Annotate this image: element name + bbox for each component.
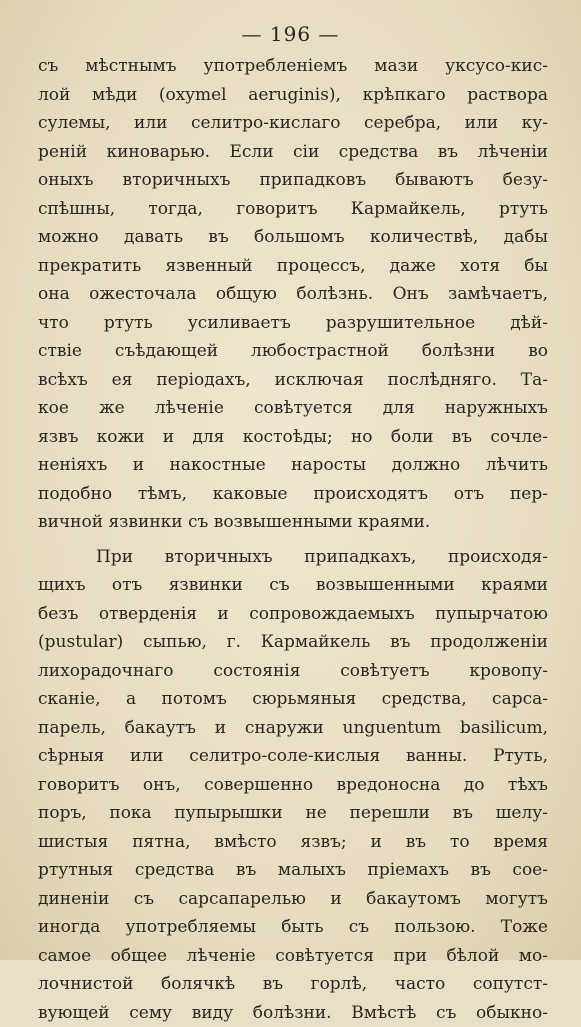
text-line: ствіе съѣдающей любострастной болѣзни во — [38, 337, 548, 366]
text-line: При вторичныхъ припадкахъ, происходя- — [38, 543, 548, 572]
paragraph-2 — [38, 543, 548, 1027]
text-line: подобно тѣмъ, каковые происходятъ отъ пер- — [38, 480, 548, 509]
text-line: диненіи съ сарсапарелью и бакаутомъ могутъ — [38, 885, 548, 914]
page-number: — 196 — — [0, 22, 581, 46]
text-line: можно давать въ большомъ количествѣ, дабы — [38, 223, 548, 252]
text-line: вующей сему виду болѣзни. Вмѣстѣ съ обыкно- — [38, 999, 548, 1027]
text-line: сканіе, а потомъ сюрьмяныя средства, сарса- — [38, 685, 548, 714]
text-line: парель, бакаутъ и снаружи unguentum basilicum, — [38, 714, 548, 743]
body-text — [38, 52, 548, 1027]
text-line: ртутныя средства въ малыхъ пріемахъ въ сое- — [38, 856, 548, 885]
text-line: оныхъ вторичныхъ припадковъ бываютъ безу- — [38, 166, 548, 195]
text-line: кое же лѣченіе совѣтуется для наружныхъ — [38, 394, 548, 423]
text-line: вичной язвинки съ возвышенными краями. — [38, 508, 548, 537]
text-line: шистыя пятна, вмѣсто язвъ; и въ то время — [38, 828, 548, 857]
text-line: безъ отверденія и сопровождаемыхъ пупырчатою — [38, 600, 548, 629]
text-line: сѣрныя или селитро-соле-кислыя ванны. Ртуть, — [38, 742, 548, 771]
text-line: лой мѣди (oxymel aeruginis), крѣпкаго раствора — [38, 81, 548, 110]
text-line: она ожесточала общую болѣзнь. Онъ замѣчаетъ, — [38, 280, 548, 309]
text-line: самое общее лѣченіе совѣтуется при бѣлой мо- — [38, 942, 548, 971]
text-line: что ртуть усиливаетъ разрушительное дѣй- — [38, 309, 548, 338]
text-line: реній киноварью. Если сіи средства въ лѣченіи — [38, 138, 548, 167]
text-line: всѣхъ ея періодахъ, исключая послѣдняго. Та- — [38, 366, 548, 395]
text-line: (pustular) сыпью, г. Кармайкель въ продолженіи — [38, 628, 548, 657]
text-line: неніяхъ и накостные наросты должно лѣчить — [38, 451, 548, 480]
text-line: сулемы, или селитро-кислаго серебра, или ку- — [38, 109, 548, 138]
text-line: лочнистой болячкѣ въ горлѣ, часто сопутст- — [38, 970, 548, 999]
text-line: поръ, пока пупырышки не перешли въ шелу- — [38, 799, 548, 828]
text-line: говоритъ онъ, совершенно вредоносна до тѣхъ — [38, 771, 548, 800]
text-line: съ мѣстнымъ употребленіемъ мази уксусо-кис- — [38, 52, 548, 81]
text-line: язвъ кожи и для костоѣды; но боли въ сочле- — [38, 423, 548, 452]
text-line: иногда употребляемы быть съ пользою. Тоже — [38, 913, 548, 942]
text-line: спѣшны, тогда, говоритъ Кармайкель, ртуть — [38, 195, 548, 224]
text-line: прекратить язвенный процессъ, даже хотя бы — [38, 252, 548, 281]
text-line: лихорадочнаго состоянія совѣтуетъ кровопу- — [38, 657, 548, 686]
text-line: щихъ отъ язвинки съ возвышенными краями — [38, 571, 548, 600]
paragraph-1 — [38, 52, 548, 537]
